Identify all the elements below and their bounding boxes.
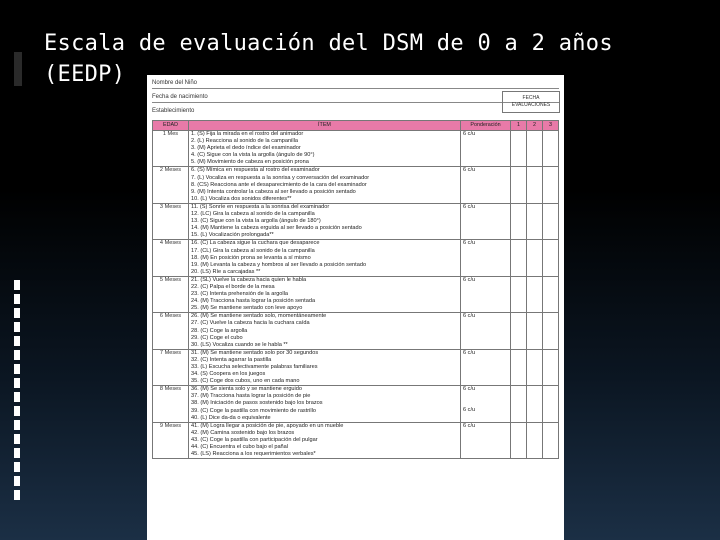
table-row [153, 386, 559, 422]
ponderacion-value: 6 c/u [463, 203, 476, 210]
item-text: 18. (M) En posición prona se levanta a sí mismo [191, 254, 311, 261]
item-text: 2. (L) Reacciona al sonido de la campanilla [191, 138, 298, 145]
eval-cell-1 [511, 422, 527, 458]
items-cell [189, 386, 461, 422]
table-row [153, 422, 559, 458]
eval-cell-2 [527, 422, 543, 458]
item-text: 30. (LS) Vocaliza cuando se le habla ** [191, 341, 288, 348]
item-text: 19. (M) Levanta la cabeza y hombros al ser llevado a posición sentado [191, 261, 367, 268]
ponderacion-value: 6 c/u [463, 131, 476, 137]
item-text: 44. (C) Encuentra el cubo bajo el pañal [191, 444, 289, 451]
item-text: 11. (S) Sonríe en respuesta a la sonrisa del examinador [191, 203, 330, 210]
eval-cell-2 [527, 203, 543, 239]
item-text: 8. (CS) Reacciona ante el desaparecimiento de la cara del examinador [191, 181, 367, 188]
item-text: 6. (S) Mímica en respuesta al rostro del examinador [191, 167, 320, 174]
item-text: 12. (LC) Gira la cabeza al sonido de la campanilla [191, 211, 315, 218]
edad-cell: 6 Meses [153, 313, 189, 349]
eedp-document-image [147, 75, 564, 540]
eval-cell-2 [527, 386, 543, 422]
edad-cell: 5 Meses [153, 276, 189, 312]
col-header-item: ÍTEM [189, 121, 461, 131]
item-text: 39. (C) Coge la pastilla con movimiento de rastrillo [191, 407, 316, 414]
item-text: 31. (M) Se mantiene sentado solo por 30 segundos [191, 349, 319, 356]
eedp-table [152, 120, 559, 459]
item-text: 27. (C) Vuelve la cabeza hacia la cuchara caída [191, 320, 310, 327]
ponderacion-cell [461, 131, 511, 167]
item-text: 25. (M) Se mantiene sentado con leve apoyo [191, 305, 303, 312]
table-row [153, 240, 559, 276]
edad-cell: 9 Meses [153, 422, 189, 458]
items-cell [189, 240, 461, 276]
ponderacion-value: 6 c/u [463, 276, 476, 283]
eval-cell-3 [543, 349, 559, 385]
table-row [153, 167, 559, 203]
table-header-row [153, 121, 559, 131]
ponderacion-cell [461, 203, 511, 239]
item-text: 23. (C) Intenta prehensión de la argolla [191, 291, 289, 298]
item-text: 40. (L) Dice da-da o equivalente [191, 414, 271, 421]
col-header-edad: EDAD [153, 121, 189, 131]
item-text: 33. (L) Escucha selectivamente palabras familiares [191, 364, 318, 370]
decorative-stripes [14, 280, 20, 520]
fecha-evaluaciones-box: FECHA EVALUACIONES [502, 91, 560, 113]
ponderacion-value: 6 c/u [463, 240, 476, 247]
ponderacion-cell [461, 349, 511, 385]
table-row [153, 313, 559, 349]
item-text: 38. (M) Iniciación de pasos sostenido bajo los brazos [191, 400, 323, 407]
item-text: 21. (SL) Vuelve la cabeza hacia quien le habla [191, 276, 307, 283]
item-text: 20. (LS) Ríe a carcajadas ** [191, 268, 261, 275]
ponderacion-value: 6 c/u [463, 386, 476, 393]
item-text: 26. (M) Se mantiene sentado solo, momentáneamente [191, 313, 327, 320]
eval-cell-1 [511, 240, 527, 276]
eval-cell-3 [543, 313, 559, 349]
eval-cell-3 [543, 131, 559, 167]
ponderacion-value: 6 c/u [463, 313, 476, 320]
item-text: 24. (M) Tracciona hasta lograr la posición sentada [191, 298, 316, 305]
item-text: 32. (C) Intenta agarrar la pastilla [191, 356, 272, 363]
edad-cell: 1 Mes [153, 131, 189, 167]
divider [152, 102, 559, 103]
item-text: 16. (C) La cabeza sigue la cuchara que desaparece [191, 240, 320, 247]
table-row [153, 349, 559, 385]
item-text: 37. (M) Tracciona hasta lograr la posición de pie [191, 393, 311, 400]
item-text: 45. (LS) Reacciona a los requerimientos verbales* [191, 451, 316, 458]
eval-cell-1 [511, 349, 527, 385]
ponderacion-value: 6 c/u [463, 167, 476, 174]
col-header-ponderacion: Ponderación [461, 121, 511, 131]
table-row [153, 131, 559, 167]
items-cell [189, 313, 461, 349]
item-text: 13. (C) Sigue con la vista la argolla (ángulo de 180°) [191, 218, 321, 225]
item-text: 36. (M) Se sienta solo y se mantiene erguido [191, 386, 303, 393]
col-header-eval-3: 3 [543, 121, 559, 131]
eval-cell-2 [527, 240, 543, 276]
ponderacion-cell [461, 167, 511, 203]
ponderacion-value: 6 c/u [463, 407, 476, 414]
item-text: 35. (C) Coge dos cubos, uno en cada mano [191, 378, 300, 385]
edad-cell: 4 Meses [153, 240, 189, 276]
ponderacion-cell [461, 276, 511, 312]
item-text: 7. (L) Vocaliza en respuesta a la sonrisa y conversación del examinador [191, 174, 370, 181]
ponderacion-value: 6 c/u [463, 349, 476, 356]
edad-cell: 3 Meses [153, 203, 189, 239]
eval-cell-1 [511, 203, 527, 239]
eval-cell-3 [543, 240, 559, 276]
item-text: 9. (M) Intenta controlar la cabeza al ser llevado a posición sentado [191, 188, 356, 195]
table-row [153, 203, 559, 239]
col-header-eval-2: 2 [527, 121, 543, 131]
item-text: 42. (M) Camina sostenido bajo los brazos [191, 429, 295, 436]
item-text: 28. (C) Coge la argolla [191, 327, 248, 334]
slide-title-line-1: Escala de evaluación del DSM de 0 a 2 años [44, 31, 613, 56]
nombre-label: Nombre del Niño [152, 80, 198, 86]
item-text: 10. (L) Vocaliza dos sonidos diferentes** [191, 195, 292, 202]
eval-cell-1 [511, 386, 527, 422]
decorative-bar [14, 52, 22, 86]
item-text: 4. (C) Sigue con la vista la argolla (ángulo de 90°) [191, 152, 315, 159]
item-text: 43. (C) Coge la pastilla con participación del pulgar [191, 436, 318, 443]
item-text: 3. (M) Aprieta el dedo índice del examinador [191, 145, 301, 152]
items-cell [189, 203, 461, 239]
item-text: 41. (M) Logra llegar a posición de pie, apoyado en un mueble [191, 422, 344, 429]
edad-cell: 2 Meses [153, 167, 189, 203]
items-cell [189, 276, 461, 312]
eval-cell-3 [543, 203, 559, 239]
item-text: 1. (S) Fija la mirada en el rostro del animador [191, 131, 304, 137]
establecimiento-label: Establecimiento [152, 108, 195, 114]
eval-cell-1 [511, 313, 527, 349]
items-cell [189, 349, 461, 385]
eval-cell-1 [511, 131, 527, 167]
item-text: 14. (M) Mantiene la cabeza erguida al ser llevado a posición sentado [191, 225, 362, 232]
eval-cell-3 [543, 386, 559, 422]
eval-cell-2 [527, 313, 543, 349]
items-cell [189, 167, 461, 203]
items-cell [189, 422, 461, 458]
item-text: 15. (L) Vocalización prolongada** [191, 232, 274, 239]
eval-cell-1 [511, 167, 527, 203]
ponderacion-value: 6 c/u [463, 422, 476, 429]
edad-cell: 7 Meses [153, 349, 189, 385]
slide-title-line-2: (EEDP) [44, 62, 126, 87]
eval-cell-3 [543, 167, 559, 203]
item-text: 5. (M) Movimiento de cabeza en posición prona [191, 159, 309, 166]
eval-cell-3 [543, 276, 559, 312]
nacimiento-label: Fecha de nacimiento [152, 94, 208, 100]
eval-cell-3 [543, 422, 559, 458]
ponderacion-cell [461, 313, 511, 349]
eval-cell-2 [527, 349, 543, 385]
eval-cell-2 [527, 167, 543, 203]
divider [152, 88, 559, 89]
items-cell [189, 131, 461, 167]
item-text: 34. (S) Coopera en los juegos [191, 371, 266, 378]
item-text: 17. (CL) Gira la cabeza al sonido de la campanilla [191, 247, 315, 254]
eval-cell-2 [527, 276, 543, 312]
item-text: 29. (C) Coge el cubo [191, 334, 243, 341]
edad-cell: 8 Meses [153, 386, 189, 422]
eval-cell-1 [511, 276, 527, 312]
col-header-eval-1: 1 [511, 121, 527, 131]
table-row [153, 276, 559, 312]
item-text: 22. (C) Palpa el borde de la mesa [191, 283, 275, 290]
ponderacion-cell [461, 386, 511, 422]
ponderacion-cell [461, 240, 511, 276]
eval-cell-2 [527, 131, 543, 167]
ponderacion-cell [461, 422, 511, 458]
